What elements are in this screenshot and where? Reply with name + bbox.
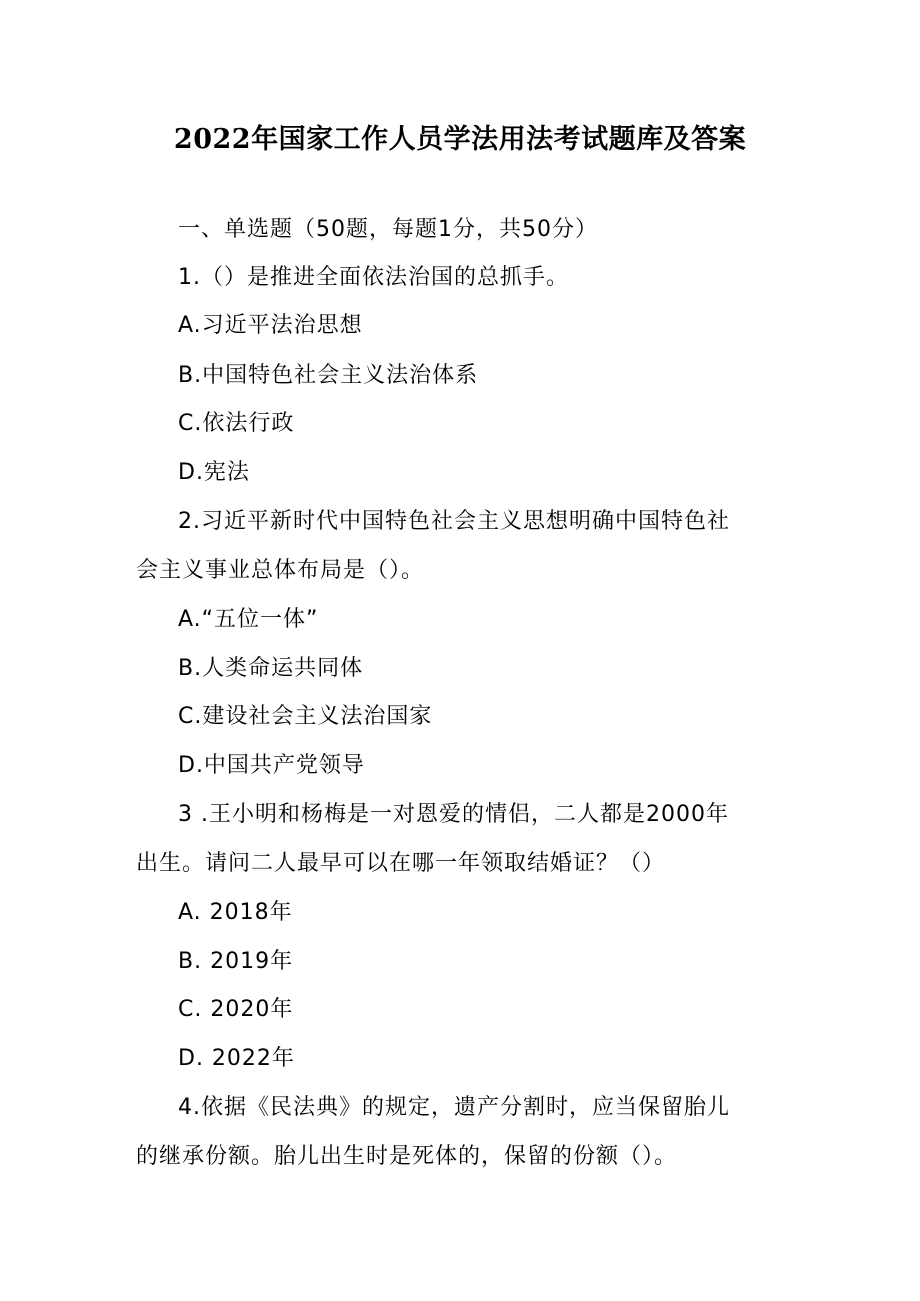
document-title: 2022年国家工作人员学法用法考试题库及答案 xyxy=(173,124,747,155)
question-3-stem-line-1: 3 .王小明和杨梅是一对恩爱的情侣，二人都是2000年 xyxy=(178,802,729,827)
question-4-stem-line-2: 的继承份额。胎儿出生时是死体的，保留的份额（）。 xyxy=(136,1144,678,1169)
question-3-option-a: A. 2018年 xyxy=(178,900,293,925)
question-2-stem-line-1: 2.习近平新时代中国特色社会主义思想明确中国特色社 xyxy=(178,509,730,534)
question-3-option-c: C. 2020年 xyxy=(178,997,294,1022)
question-2-option-c: C.建设社会主义法治国家 xyxy=(178,704,433,729)
question-1-option-c: C.依法行政 xyxy=(178,411,295,436)
question-1-option-b: B.中国特色社会主义法治体系 xyxy=(178,363,479,388)
section-heading: 一、单选题（50题，每题1分，共50分） xyxy=(178,217,598,242)
question-3-stem-line-2: 出生。请问二人最早可以在哪一年领取结婚证？（） xyxy=(136,851,666,876)
question-2-option-d: D.中国共产党领导 xyxy=(178,753,365,778)
question-1-stem: 1.（）是推进全面依法治国的总抓手。 xyxy=(178,265,569,290)
question-1-option-a: A.习近平法治思想 xyxy=(178,313,363,338)
question-2-option-b: B.人类命运共同体 xyxy=(178,656,364,681)
question-3-option-b: B. 2019年 xyxy=(178,949,294,974)
question-4-stem-line-1: 4.依据《民法典》的规定，遗产分割时，应当保留胎儿 xyxy=(178,1095,730,1120)
question-2-stem-line-2: 会主义事业总体布局是（）。 xyxy=(136,558,425,583)
question-3-option-d: D. 2022年 xyxy=(178,1046,295,1071)
question-2-option-a: A.“五位一体” xyxy=(178,607,319,632)
question-1-option-d: D.宪法 xyxy=(178,460,250,485)
